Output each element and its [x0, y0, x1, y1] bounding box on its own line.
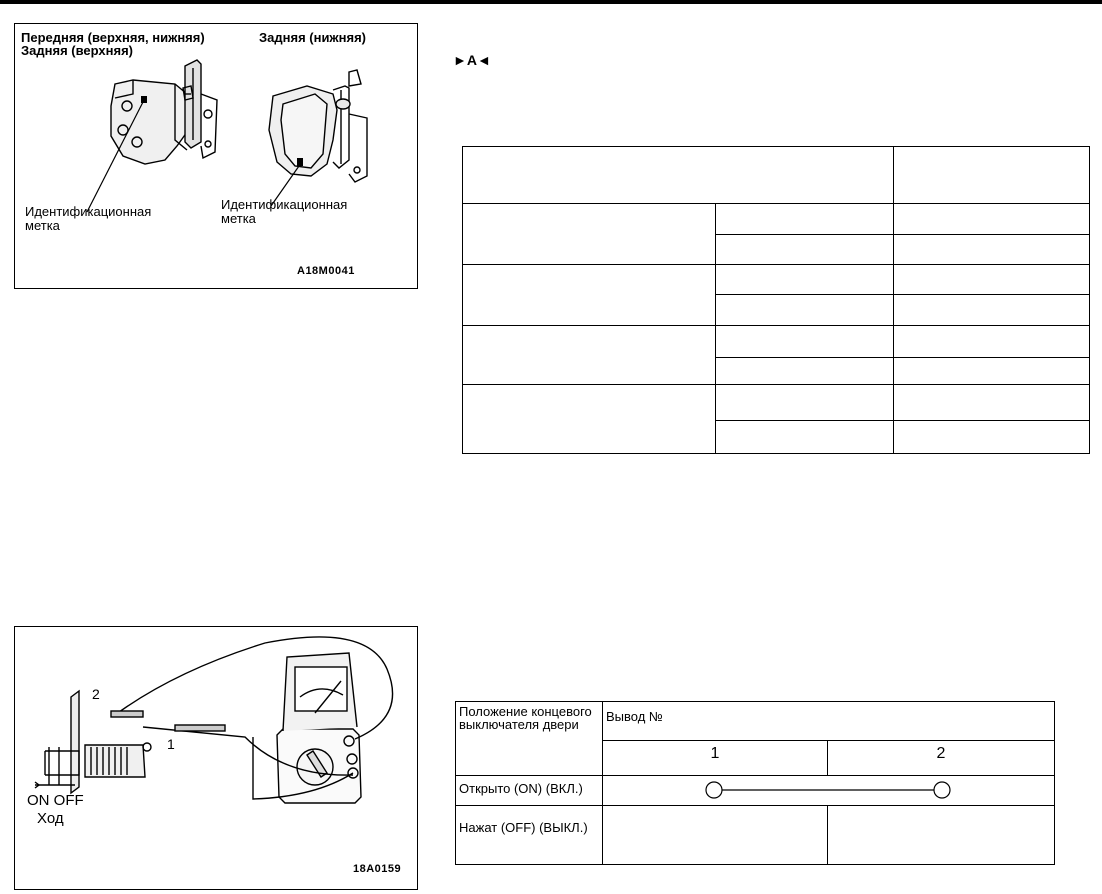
table-cell [894, 204, 1090, 235]
id-mark-left-label-2: метка [25, 218, 60, 233]
table-cell [894, 420, 1090, 454]
page-top-rule [0, 0, 1102, 4]
terminal-2-header: 2 [828, 741, 1055, 776]
position-header: Положение концевого выключателя двери [456, 702, 603, 776]
table-cell [716, 295, 894, 326]
label-rear-lower-hinge: Задняя (нижняя) [259, 30, 367, 45]
table-cell [894, 326, 1090, 358]
table-cell [716, 385, 894, 421]
table-cell [603, 806, 828, 865]
terminal-1-header: 1 [603, 741, 828, 776]
id-mark-right-label-1: Идентификационная [221, 197, 348, 212]
table-cell [828, 806, 1055, 865]
on-off-label: ON OFF [27, 792, 84, 809]
row-open-label: Открыто (ON) (ВКЛ.) [456, 776, 603, 806]
table-row [463, 385, 1090, 421]
lead-2-label: 2 [92, 686, 100, 702]
table-cell [716, 235, 894, 265]
table-cell [894, 295, 1090, 326]
table-row [463, 265, 1090, 295]
lead-1-label: 1 [167, 736, 175, 752]
table-row [456, 702, 1055, 741]
table-cell [463, 385, 716, 454]
table-cell [716, 204, 894, 235]
table-cell [894, 265, 1090, 295]
table-cell [716, 420, 894, 454]
label-front-hinge: Передняя (верхняя, нижняя) [21, 30, 205, 45]
continuity-cell [603, 776, 1055, 806]
table-row [463, 326, 1090, 358]
table-cell [716, 326, 894, 358]
id-mark-left [141, 96, 147, 103]
figure-code: A18M0041 [297, 265, 355, 277]
row-pressed-label: Нажат (OFF) (ВЫКЛ.) [456, 806, 603, 865]
table-cell [894, 235, 1090, 265]
table-cell [894, 357, 1090, 384]
table-cell [463, 265, 716, 326]
table-cell [894, 385, 1090, 421]
travel-label: Ход [37, 810, 64, 827]
id-mark-right [297, 158, 303, 166]
table-cell [463, 204, 716, 265]
terminal-header: Вывод № [603, 702, 1055, 741]
figure-code: 18A0159 [353, 863, 402, 875]
switch-table [455, 701, 1055, 865]
table-row [456, 806, 1055, 865]
table-cell [894, 147, 1090, 204]
switch-illustration [15, 627, 417, 889]
table-cell [463, 147, 894, 204]
id-mark-left-label-1: Идентификационная [25, 204, 152, 219]
continuity-line [603, 776, 1049, 806]
label-rear-upper-hinge: Задняя (верхняя) [21, 43, 133, 58]
section-marker: ►A◄ [453, 52, 491, 68]
id-mark-right-label-2: метка [221, 211, 256, 226]
hinge-table [462, 146, 1090, 454]
table-row [463, 204, 1090, 235]
table-row [463, 147, 1090, 204]
table-cell [463, 326, 716, 385]
table-cell [716, 357, 894, 384]
table-row [456, 776, 1055, 806]
hinge-figure [14, 23, 418, 289]
table-cell [716, 265, 894, 295]
switch-figure [14, 626, 418, 890]
hinge-illustration [15, 24, 417, 288]
